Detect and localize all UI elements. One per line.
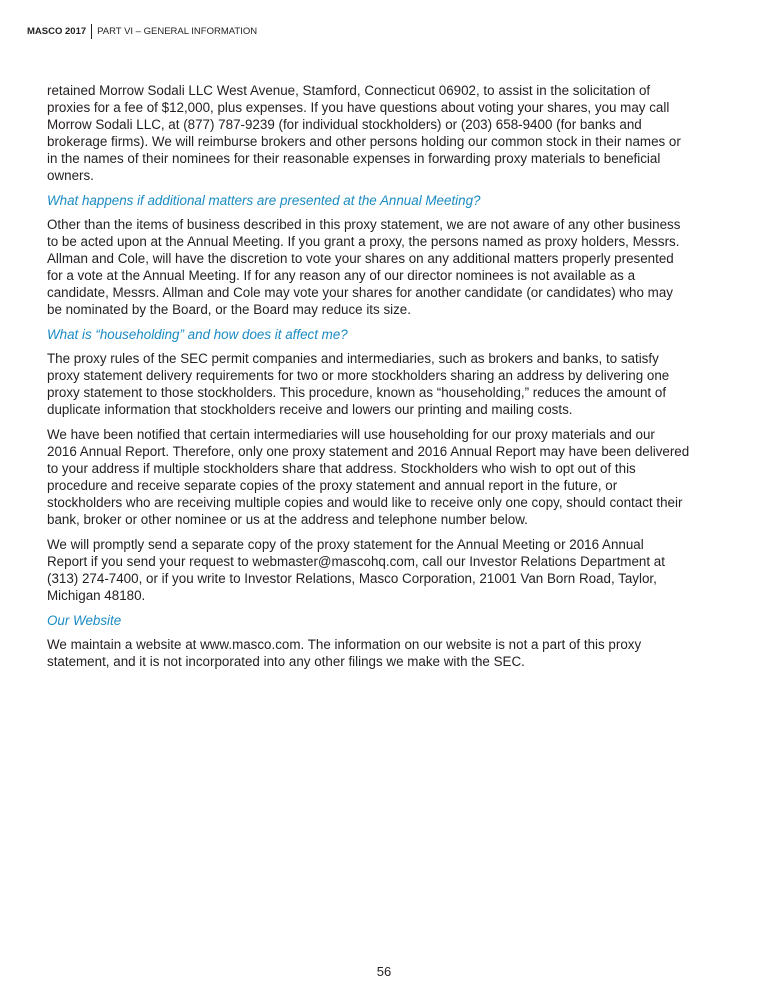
text-line: The proxy rules of the SEC permit companies and intermediaries, such as brokers and banks, to satisfy — [47, 351, 659, 366]
paragraph — [47, 82, 737, 184]
text-line: to your address if multiple stockholders share that address. Stockholders who wish to opt out of this — [47, 461, 636, 476]
document-body — [47, 82, 737, 678]
text-line: for a vote at the Annual Meeting. If for any reason any of our director nominees is not available as a — [47, 268, 636, 283]
paragraph — [47, 426, 737, 528]
paragraph — [47, 350, 737, 418]
header-brand: MASCO 2017 — [27, 26, 87, 37]
paragraph — [47, 636, 737, 670]
paragraph — [47, 216, 737, 318]
text-line: statement, and it is not incorporated into any other filings we make with the SEC. — [47, 654, 525, 669]
text-line: procedure and receive separate copies of the proxy statement and annual report in the future, or — [47, 478, 618, 493]
section-heading: What is “householding” and how does it affect me? — [47, 327, 348, 342]
text-line: to be acted upon at the Annual Meeting. If you grant a proxy, the persons named as proxy holders, Messrs. — [47, 234, 680, 249]
header-section: PART VI – GENERAL INFORMATION — [97, 26, 258, 37]
section-heading: What happens if additional matters are presented at the Annual Meeting? — [47, 193, 481, 208]
text-line: 2016 Annual Report. Therefore, only one proxy statement and 2016 Annual Report may have been delivered — [47, 444, 690, 459]
text-line: proxy statement to those stockholders. This procedure, known as “householding,” reduces the amount of — [47, 385, 667, 400]
header-divider — [91, 24, 92, 39]
text-line: candidate, Messrs. Allman and Cole may vote your shares for another candidate (or candidates) who may — [47, 285, 673, 300]
text-line: We will promptly send a separate copy of the proxy statement for the Annual Meeting or 2016 Annual — [47, 537, 644, 552]
text-line: Report if you send your request to webmaster@mascohq.com, call our Investor Relations Department at — [47, 554, 665, 569]
paragraph — [47, 536, 737, 604]
text-line: Michigan 48180. — [47, 588, 146, 603]
text-line: in the names of their nominees for their reasonable expenses in forwarding proxy materials to beneficial — [47, 151, 661, 166]
text-line: retained Morrow Sodali LLC West Avenue, Stamford, Connecticut 06902, to assist in the solicitation of — [47, 83, 651, 98]
text-line: stockholders who are receiving multiple copies and would like to receive only one copy, should contact their — [47, 495, 683, 510]
text-line: be nominated by the Board, or the Board may reduce its size. — [47, 302, 411, 317]
text-line: owners. — [47, 168, 94, 183]
text-line: (313) 274-7400, or if you write to Investor Relations, Masco Corporation, 21001 Van Born Road, Taylor, — [47, 571, 657, 586]
text-line: proxy statement delivery requirements for two or more stockholders sharing an address by delivering one — [47, 368, 670, 383]
text-line: We maintain a website at www.masco.com. The information on our website is not a part of this proxy — [47, 637, 642, 652]
text-line: We have been notified that certain intermediaries will use householding for our proxy materials and our — [47, 427, 655, 442]
text-line: Morrow Sodali LLC, at (877) 787-9239 (for individual stockholders) or (203) 658-9400 (for banks and — [47, 117, 642, 132]
running-header — [27, 24, 257, 39]
text-line: Allman and Cole, will have the discretion to vote your shares on any additional matters properly presented — [47, 251, 674, 266]
text-line: brokerage firms). We will reimburse brokers and other persons holding our common stock in their names or — [47, 134, 681, 149]
page-number: 56 — [376, 964, 392, 979]
text-line: Other than the items of business described in this proxy statement, we are not aware of any other business — [47, 217, 681, 232]
text-line: bank, broker or other nominee or us at the address and telephone number below. — [47, 512, 528, 527]
text-line: duplicate information that stockholders receive and lowers our printing and mailing costs. — [47, 402, 573, 417]
section-heading: Our Website — [47, 613, 122, 628]
text-line: proxies for a fee of $12,000, plus expenses. If you have questions about voting your shares, you may call — [47, 100, 670, 115]
